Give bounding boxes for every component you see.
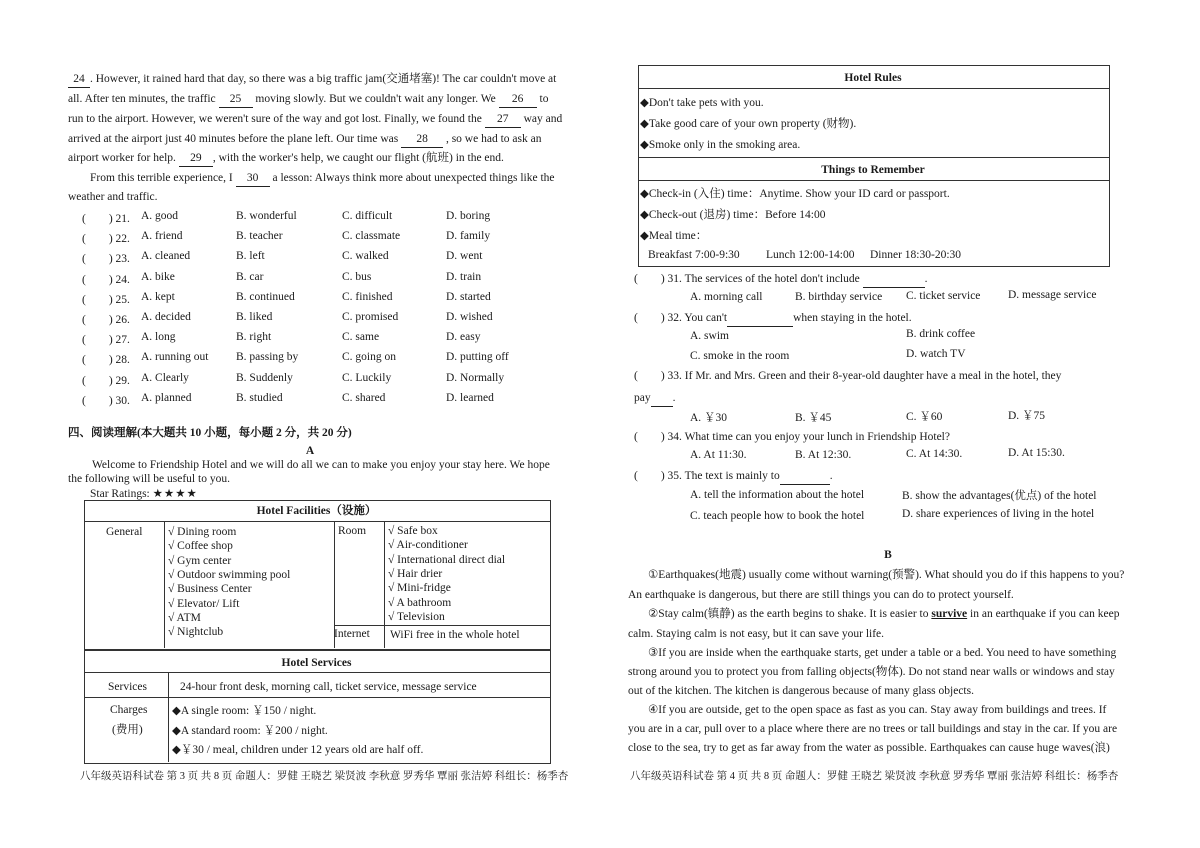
general-facility-item: √ Gym center: [168, 554, 232, 567]
question-number: ( ) 27.: [82, 334, 130, 347]
option-c: C. finished: [342, 290, 393, 303]
charge-item: ◆A single room: ￥150 / night.: [172, 705, 317, 717]
divider: [638, 88, 1110, 89]
option-b: B. liked: [236, 311, 273, 323]
divider: [638, 180, 1110, 181]
option-a: A. friend: [141, 230, 183, 243]
charges-label-cn: (费用): [112, 724, 143, 736]
rule-item: ◆Take good care of your own property (财物).: [640, 118, 857, 130]
rules-title: Hotel Rules: [844, 72, 902, 84]
room-label: Room: [338, 525, 367, 537]
question-text: ( ) 31. The services of the hotel don't include: [634, 273, 860, 285]
question-35: ( ) 35. The text is mainly to .: [634, 469, 833, 485]
answer-blank: [651, 391, 673, 407]
passage-text: From this terrible experience, I: [90, 172, 233, 184]
option-d: D. started: [446, 290, 491, 303]
meal-dinner: Dinner 18:30-20:30: [870, 249, 962, 261]
q32-option-d: D. watch TV: [906, 348, 966, 360]
passage-line-4: [68, 132, 541, 148]
blank-28: 28: [401, 132, 443, 148]
q31-option-c: C. ticket service: [906, 290, 981, 302]
charges-label: Charges: [110, 704, 148, 716]
room-facility-item: √ Hair drier: [388, 567, 443, 580]
q34-option-b: B. At 12:30.: [795, 449, 852, 461]
divider: [84, 672, 551, 673]
room-facility-item: √ Mini-fridge: [388, 582, 451, 595]
charge-item: ◆￥30 / meal, children under 12 years old are half off.: [172, 744, 424, 756]
q33-option-a: A. ￥30: [690, 412, 728, 424]
passage-line-1: [68, 72, 556, 88]
q31-option-d: D. message service: [1008, 289, 1097, 301]
blank-29: 29: [179, 151, 213, 167]
star-icon: ★★★★: [152, 488, 198, 500]
charge-item: ◆A standard room: ￥200 / night.: [172, 724, 328, 737]
page-footer: 八年级英语科试卷 第 4 页 共 8 页 命题人：罗健 王晓艺 梁贤波 李秋意 罗秀华 覃丽 张洁婷 科组长：杨季杏: [630, 771, 1119, 782]
question-number: ( ) 25.: [82, 293, 130, 306]
question-number: ( ) 29.: [82, 374, 130, 387]
b-para-4-line-3: close to the sea, try to get as far away from the water as possible. Earthquakes can cause huge waves(浪): [628, 742, 1110, 754]
rule-item: ◆Don't take pets with you.: [640, 97, 764, 109]
q35-option-c: C. teach people how to book the hotel: [690, 510, 865, 522]
option-a: A. good: [141, 210, 179, 222]
question-text: when staying in the hotel.: [793, 312, 912, 324]
option-a: A. planned: [141, 391, 192, 404]
question-33-cont: pay .: [634, 391, 675, 407]
option-c: C. same: [342, 331, 380, 344]
option-c: C. Luckily: [342, 371, 392, 384]
option-c: C. going on: [342, 351, 396, 364]
remember-item: ◆Check-in (入住) time：Anytime. Show your ID card or passport.: [640, 188, 950, 200]
divider: [84, 697, 551, 698]
q32-option-c: C. smoke in the room: [690, 350, 790, 362]
passage-b-label: B: [884, 549, 892, 561]
room-facility-item: √ Television: [388, 610, 445, 623]
meal-lunch: Lunch 12:00-14:00: [766, 249, 855, 261]
option-c: C. shared: [342, 391, 386, 404]
remember-item: ◆Meal time：: [640, 230, 708, 242]
q35-option-b: B. show the advantages(优点) of the hotel: [902, 490, 1097, 502]
option-a: A. Clearly: [141, 371, 189, 384]
option-b: B. right: [236, 331, 272, 344]
option-c: C. difficult: [342, 210, 393, 222]
question-31: ( ) 31. The services of the hotel don't include .: [634, 272, 927, 288]
section-title: 四、阅读理解(本大题共 10 小题，每小题 2 分，共 20 分): [68, 427, 352, 439]
b-para-1-line-1: ①Earthquakes(地震) usually come without warning(预警). What should you do if this happens to you?: [648, 569, 1125, 581]
star-label: Star Ratings:: [90, 488, 150, 500]
room-facility-item: √ Safe box: [388, 525, 438, 537]
meal-breakfast: Breakfast 7:00-9:30: [648, 249, 740, 261]
option-c: C. walked: [342, 250, 389, 263]
passage-text: all. After ten minutes, the traffic: [68, 93, 216, 105]
question-number: ( ) 23.: [82, 253, 130, 266]
divider: [334, 625, 551, 626]
internet-value: WiFi free in the whole hotel: [390, 629, 520, 641]
option-b: B. teacher: [236, 230, 283, 243]
q31-option-b: B. birthday service: [795, 291, 883, 303]
passage-text: ②Stay calm(镇静) as the earth begins to shake. It is easier to: [648, 608, 929, 620]
q35-option-d: D. share experiences of living in the hotel: [902, 508, 1095, 520]
option-c: C. promised: [342, 311, 399, 323]
general-facility-item: √ ATM: [168, 611, 201, 624]
q33-option-b: B. ￥45: [795, 412, 832, 424]
question-text: ( ) 32. You can't: [634, 312, 728, 324]
option-b: B. car: [236, 270, 264, 283]
passage-line-5: [68, 151, 504, 167]
b-para-3-line-2: strong around you to protect you from falling objects(物体). Do not stand near walls or windows and stay: [628, 666, 1115, 678]
blank-27: 27: [485, 112, 521, 128]
option-d: D. easy: [446, 331, 481, 344]
q34-option-a: A. At 11:30.: [690, 449, 747, 461]
q33-option-c: C. ￥60: [906, 411, 943, 423]
b-para-3-line-3: out of the kitchen. The kitchen is dangerous because of many glass objects.: [628, 685, 974, 697]
passage-text: , with the worker's help, we caught our flight (航班) in the end.: [212, 152, 504, 164]
question-number: ( ) 28.: [82, 354, 130, 367]
right-page: [600, 0, 1200, 848]
passage-text: a lesson: Always think more about unexpected things like the: [272, 172, 555, 184]
option-b: B. passing by: [236, 351, 299, 364]
b-para-4-line-2: you are in a car, pull over to a place where there are no trees or tall buildings and stay in the car. If you are: [628, 723, 1118, 735]
passage-text: way and: [523, 113, 563, 125]
general-facility-item: √ Business Center: [168, 583, 252, 596]
option-d: D. boring: [446, 210, 491, 222]
question-number: ( ) 21.: [82, 213, 130, 225]
services-label: Services: [108, 681, 147, 693]
option-d: D. Normally: [446, 371, 505, 384]
passage-text: run to the airport. However, we weren't sure of the way and got lost. Finally, we found the: [68, 113, 482, 125]
general-facility-item: √ Coffee shop: [168, 540, 233, 553]
option-a: A. running out: [141, 351, 209, 364]
general-facility-item: √ Outdoor swimming pool: [168, 568, 291, 581]
blank-25: 25: [219, 92, 253, 108]
question-text: pay: [634, 392, 651, 404]
b-para-1-line-2: An earthquake is dangerous, but there are still things you can do to protect yourself.: [628, 589, 1014, 601]
q34-option-c: C. At 14:30.: [906, 448, 963, 460]
general-label: General: [106, 526, 143, 538]
q35-option-a: A. tell the information about the hotel: [690, 489, 865, 501]
question-34: ( ) 34. What time can you enjoy your lunch in Friendship Hotel?: [634, 431, 950, 443]
option-a: A. kept: [141, 290, 175, 303]
divider: [638, 157, 1110, 158]
option-c: C. classmate: [342, 230, 401, 243]
divider: [164, 521, 165, 648]
remember-item: ◆Check-out (退房) time：Before 14:00: [640, 209, 826, 221]
option-d: D. putting off: [446, 351, 509, 364]
b-para-3-line-1: ③If you are inside when the earthquake starts, get under a table or a bed. You need to have something: [648, 647, 1117, 659]
option-b: B. studied: [236, 391, 283, 404]
passage-line-6: [90, 171, 555, 187]
passage-text: arrived at the airport just 40 minutes before the plane left. Our time was: [68, 133, 399, 145]
option-c: C. bus: [342, 270, 372, 283]
answer-blank: [727, 311, 793, 327]
option-b: B. left: [236, 250, 265, 263]
passage-text: airport worker for help.: [68, 152, 176, 164]
services-value: 24-hour front desk, morning call, ticket service, message service: [180, 681, 477, 693]
passage-text: to: [539, 93, 549, 105]
room-facility-item: √ Air-conditioner: [388, 539, 468, 552]
option-a: A. long: [141, 331, 176, 344]
passage-line-2: [68, 92, 549, 108]
answer-blank: [863, 272, 925, 288]
question-number: ( ) 22.: [82, 233, 130, 246]
blank-24: 24: [68, 72, 90, 88]
passage-text: , so we had to ask an: [445, 133, 542, 145]
passage-line-3: [68, 112, 562, 128]
q34-option-d: D. At 15:30.: [1008, 447, 1065, 459]
divider: [84, 521, 551, 522]
general-facility-item: √ Dining room: [168, 526, 237, 538]
general-facility-item: √ Elevator/ Lift: [168, 597, 240, 610]
option-d: D. went: [446, 250, 483, 263]
blank-26: 26: [499, 92, 537, 108]
question-33: ( ) 33. If Mr. and Mrs. Green and their 8-year-old daughter have a meal in the hotel, they: [634, 370, 1062, 382]
passage-text: in an earthquake if you can keep: [970, 608, 1120, 620]
question-number: ( ) 24.: [82, 273, 130, 286]
option-b: B. Suddenly: [236, 371, 293, 384]
page-footer: 八年级英语科试卷 第 3 页 共 8 页 命题人：罗健 王晓艺 梁贤波 李秋意 罗秀华 覃丽 张洁婷 科组长：杨季杏: [80, 771, 569, 782]
general-facility-item: √ Nightclub: [168, 626, 224, 639]
q32-option-a: A. swim: [690, 330, 729, 342]
option-d: D. train: [446, 270, 482, 283]
passage-a-label: A: [305, 445, 315, 457]
option-b: B. continued: [236, 290, 295, 303]
intro-line-2: the following will be useful to you.: [68, 473, 230, 485]
room-facility-item: √ A bathroom: [388, 596, 452, 609]
q31-option-a: A. morning call: [690, 291, 763, 303]
divider: [384, 521, 385, 648]
question-number: ( ) 26.: [82, 314, 130, 326]
option-a: A. cleaned: [141, 250, 191, 263]
option-a: A. decided: [141, 311, 191, 323]
divider: [168, 672, 169, 762]
question-32: [634, 311, 912, 327]
passage-text: . However, it rained hard that day, so there was a big traffic jam(交通堵塞)! The car couldn't move at: [90, 73, 557, 85]
option-b: B. wonderful: [236, 210, 297, 222]
answer-blank: [780, 469, 830, 485]
intro-line-1: Welcome to Friendship Hotel and we will do all we can to make you enjoy your stay here. We hope: [92, 459, 550, 471]
q33-option-d: D. ￥75: [1008, 410, 1046, 422]
passage-line-7: weather and traffic.: [68, 191, 158, 203]
question-text: ( ) 35. The text is mainly to: [634, 470, 780, 482]
blank-30: 30: [236, 171, 270, 187]
option-d: D. wished: [446, 311, 493, 323]
option-a: A. bike: [141, 270, 175, 283]
services-title: Hotel Services: [281, 657, 352, 669]
b-para-2-line-1: [648, 607, 1119, 622]
underlined-word: survive: [931, 608, 968, 620]
facilities-title: Hotel Facilities（设施）: [256, 505, 377, 517]
b-para-2-line-2: calm. Staying calm is not easy, but it can save your life.: [628, 628, 885, 640]
q32-option-b: B. drink coffee: [906, 328, 976, 340]
remember-title: Things to Remember: [821, 164, 925, 176]
question-number: ( ) 30.: [82, 394, 130, 407]
option-d: D. family: [446, 230, 491, 243]
internet-label: Internet: [334, 628, 370, 640]
room-facility-item: √ International direct dial: [388, 553, 506, 566]
rule-item: ◆Smoke only in the smoking area.: [640, 139, 801, 151]
b-para-4-line-1: ④If you are outside, get to the open space as fast as you can. Stay away from buildings and trees. If: [648, 704, 1107, 716]
passage-text: moving slowly. But we couldn't wait any longer. We: [255, 93, 496, 105]
option-d: D. learned: [446, 391, 494, 404]
